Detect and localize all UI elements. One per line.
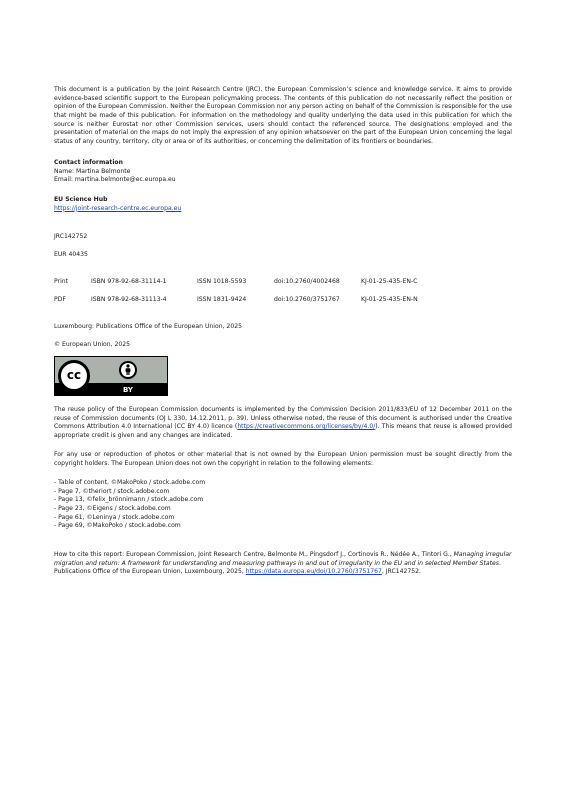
pub-catalogue: KJ-01-25-435-EN-N [361, 296, 418, 303]
pub-format: PDF [54, 296, 66, 303]
contact-email: Email: martina.belmonte@ec.europa.eu [54, 176, 176, 184]
pub-doi: doi:10.2760/3751767 [274, 296, 340, 303]
credit-item: - Page 7, ©theriort / stock.adobe.com [54, 487, 170, 495]
credit-item: - Page 23, ©Eigens / stock.adobe.com [54, 504, 171, 512]
pub-catalogue: KJ-01-25-435-EN-C [361, 278, 418, 285]
cc-license-link[interactable]: https://creativecommons.org/licenses/by/4.0/ [237, 423, 376, 431]
pub-issn: ISSN 1831-9424 [197, 296, 247, 303]
hub-heading: EU Science Hub [54, 196, 108, 203]
image-credits [54, 479, 512, 531]
by-label: BY [122, 386, 134, 394]
copyright-line: © European Union, 2025 [54, 341, 130, 348]
cc-logo-icon: cc [58, 360, 90, 392]
citation-title: Managing irregular migration and return: A framework for understanding and measuring pathways in and out of irregularity in the EU and in selected Member States [54, 551, 512, 567]
citation-middle: . Publications Office of the European Union, Luxembourg, 2025, [54, 559, 501, 576]
publisher-line: Luxembourg: Publications Office of the European Union, 2025 [54, 323, 242, 330]
pub-isbn: ISBN 978-92-68-31114-1 [91, 278, 167, 285]
reuse-paragraph [54, 406, 512, 441]
citation-prefix: How to cite this report: European Commission, Joint Research Centre, Belmonte M., Pingsdorf J., Cortinovis R., Nédée A., Tintori G., [54, 551, 452, 558]
disclaimer-paragraph [54, 86, 512, 146]
eur-number: EUR 40435 [54, 251, 88, 258]
person-icon [119, 361, 137, 379]
cc-by-license-badge[interactable] [54, 356, 168, 396]
citation-suffix: , JRC142752. [381, 568, 421, 576]
disclaimer-text: This document is a publication by the Joint Research Centre (JRC), the European Commission’s science and knowledge service. It aims to provide evidence-based scientific support to the European policymaking process. The contents of this publication do not necessarily reflect the position or opinion of the European Commission. Neither the European Commission nor any person acting on behalf of the Commission is responsible for the use that might be made of this publication. For information on the methodology and quality underlying the data used in this publication for which the source is neither Eurostat nor other Commission services, users should contact the referenced source. The designations employed and the presentation of material on the maps do not imply the expression of any opinion whatsoever on the part of the European Union concerning the legal status of any country, territory, city or area or of its authorities, or concerning the delimitation of its frontiers or boundaries. [54, 86, 512, 145]
pub-isbn: ISBN 978-92-68-31113-4 [91, 296, 167, 303]
contact-heading: Contact information [54, 159, 123, 166]
publication-row-print [54, 278, 514, 287]
photo-notice-paragraph [54, 451, 512, 468]
credit-item: - Table of content, ©MakoPoko / stock.adobe.com [54, 479, 206, 486]
publication-row-pdf [54, 296, 514, 305]
pub-issn: ISSN 1018-5593 [197, 278, 247, 285]
reuse-text-after: ). This means that reuse is allowed provided appropriate credit is given and any changes are indicated. [54, 423, 512, 439]
credit-item: - Page 69, ©MakoPoko / stock.adobe.com [54, 522, 181, 530]
person-glyph [123, 364, 133, 376]
contact-section [54, 159, 512, 185]
pub-format: Print [54, 278, 69, 285]
contact-name: Name: Martina Belmonte [54, 167, 131, 175]
citation-doi-link[interactable]: https://data.europa.eu/doi/10.2760/3751767 [245, 568, 382, 576]
pub-doi: doi:10.2760/4002468 [274, 278, 340, 285]
citation-paragraph [54, 551, 512, 577]
science-hub-section [54, 196, 512, 213]
photo-notice-text: For any use or reproduction of photos or other material that is not owned by the European Union permission must be sought directly from the copyright holders. The European Union does not own the copyright in relation to the following elements: [54, 451, 512, 467]
jrc-number: JRC142752 [54, 233, 88, 240]
hub-link[interactable]: https://joint-research-centre.ec.europa.eu [54, 204, 182, 212]
credit-item: - Page 13, ©felix_brönnimann / stock.adobe.com [54, 496, 204, 504]
credits-list [54, 479, 512, 531]
credit-item: - Page 61, ©Leninya / stock.adobe.com [54, 513, 175, 521]
reuse-text-before: The reuse policy of the European Commission documents is implemented by the Commission Decision 2011/833/EU of 12 December 2011 on the reuse of Commission documents (OJ L 330, 14.12.2011, p. 39). Unless otherwise noted, the reuse of this document is authorised under the Creative Commons Attribution 4.0 International (CC BY 4.0) licence ( [54, 406, 512, 431]
